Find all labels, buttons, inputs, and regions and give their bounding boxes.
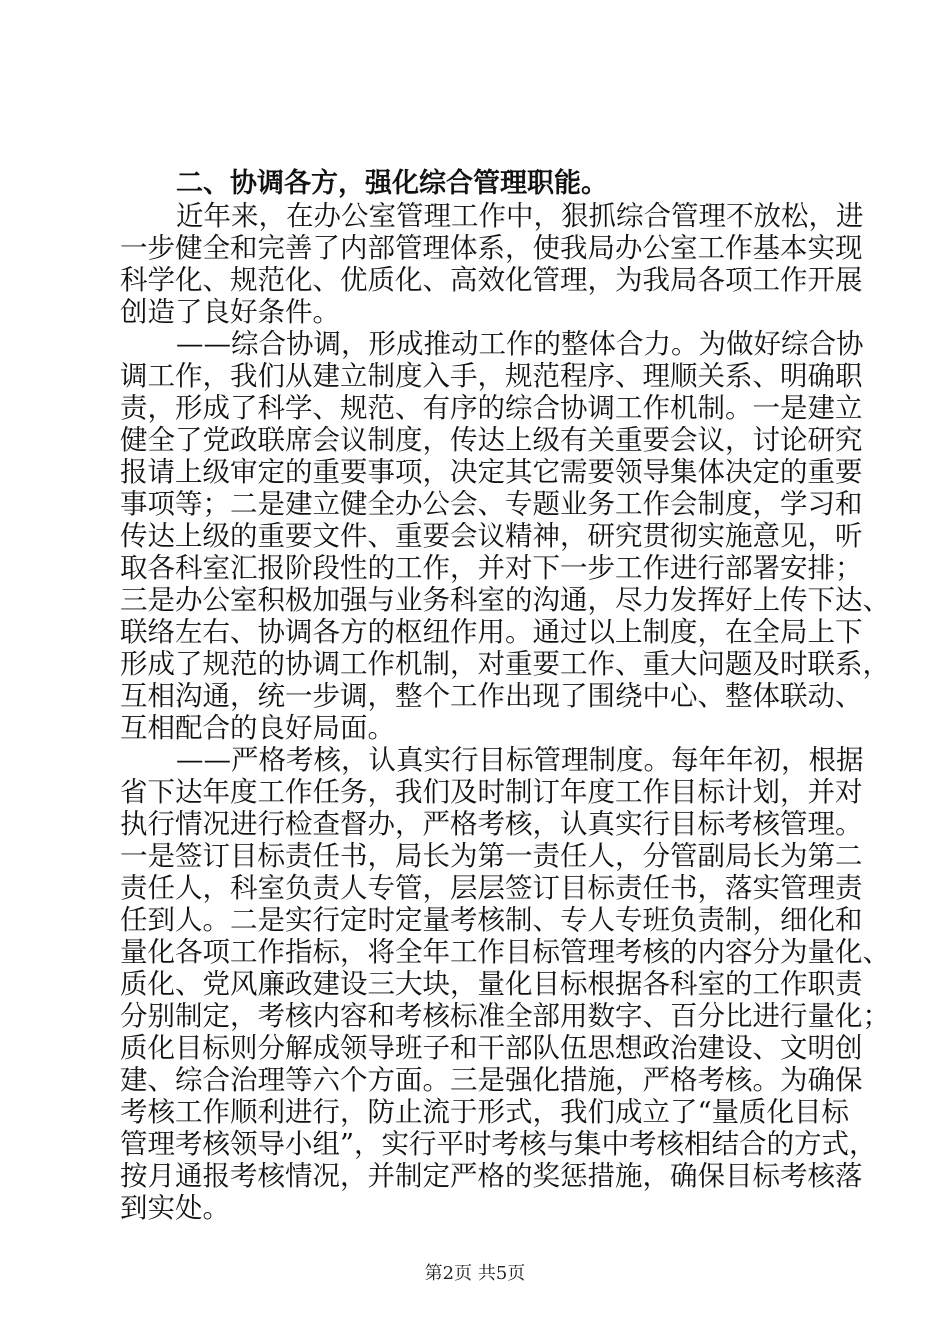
- paragraph-line: 事项等；二是建立健全办公会、专题业务工作会制度，学习和: [120, 488, 863, 520]
- paragraph-line: ——严格考核，认真实行目标管理制度。每年年初，根据: [176, 744, 864, 776]
- paragraph-line: 责任人，科室负责人专管，层层签订目标责任书，落实管理责: [120, 872, 863, 904]
- paragraph-assessment: [120, 744, 890, 1224]
- page-number-footer: 第2页 共5页: [424, 1263, 526, 1284]
- paragraph-line: 互相配合的良好局面。: [120, 712, 395, 744]
- paragraph-line: 一是签订目标责任书，局长为第一责任人，分管副局长为第二: [120, 840, 863, 872]
- paragraph-line: 管理考核领导小组”，实行平时考核与集中考核相结合的方式，: [120, 1128, 877, 1160]
- paragraph-line: 一步健全和完善了内部管理体系，使我局办公室工作基本实现: [120, 232, 863, 264]
- paragraph-line: 创造了良好条件。: [120, 296, 340, 328]
- paragraph-line: 执行情况进行检查督办，严格考核，认真实行目标考核管理。: [120, 808, 863, 840]
- paragraph-line: 取各科室汇报阶段性的工作，并对下一步工作进行部署安排；: [120, 552, 863, 584]
- paragraph-coordination: [120, 328, 890, 744]
- paragraph-line: ——综合协调，形成推动工作的整体合力。为做好综合协: [176, 328, 864, 360]
- paragraph-line: 到实处。: [120, 1192, 230, 1224]
- section-heading: 二、协调各方，强化综合管理职能。: [176, 168, 608, 199]
- paragraph-line: 报请上级审定的重要事项，决定其它需要领导集体决定的重要: [120, 456, 863, 488]
- paragraph-line: 建、综合治理等六个方面。三是强化措施，严格考核。为确保: [120, 1064, 863, 1096]
- document-body: [120, 168, 890, 1224]
- paragraph-line: 按月通报考核情况，并制定严格的奖惩措施，确保目标考核落: [120, 1160, 863, 1192]
- paragraph-line: 近年来，在办公室管理工作中，狠抓综合管理不放松，进: [176, 200, 864, 232]
- paragraph-line: 互相沟通，统一步调，整个工作出现了围绕中心、整体联动、: [120, 680, 863, 712]
- paragraph-intro: [120, 200, 864, 328]
- paragraph-line: 传达上级的重要文件、重要会议精神，研究贯彻实施意见，听: [120, 520, 863, 552]
- paragraph-line: 质化目标则分解成领导班子和干部队伍思想政治建设、文明创: [120, 1032, 863, 1064]
- paragraph-line: 责，形成了科学、规范、有序的综合协调工作机制。一是建立: [120, 392, 863, 424]
- paragraph-line: 省下达年度工作任务，我们及时制订年度工作目标计划，并对: [120, 776, 863, 808]
- paragraph-line: 量化各项工作指标，将全年工作目标管理考核的内容分为量化、: [120, 936, 890, 968]
- paragraph-line: 质化、党风廉政建设三大块，量化目标根据各科室的工作职责: [120, 968, 863, 1000]
- paragraph-line: 分别制定，考核内容和考核标准全部用数字、百分比进行量化；: [120, 1000, 890, 1032]
- paragraph-line: 调工作，我们从建立制度入手，规范程序、理顺关系、明确职: [120, 360, 863, 392]
- paragraph-line: 三是办公室积极加强与业务科室的沟通，尽力发挥好上传下达、: [120, 584, 890, 616]
- paragraph-line: 任到人。二是实行定时定量考核制、专人专班负责制，细化和: [120, 904, 863, 936]
- paragraph-line: 考核工作顺利进行，防止流于形式，我们成立了“量质化目标: [120, 1096, 850, 1128]
- paragraph-line: 联络左右、协调各方的枢纽作用。通过以上制度，在全局上下: [120, 616, 863, 648]
- paragraph-line: 形成了规范的协调工作机制，对重要工作、重大问题及时联系，: [120, 648, 890, 680]
- paragraph-line: 健全了党政联席会议制度，传达上级有关重要会议，讨论研究: [120, 424, 863, 456]
- paragraph-line: 科学化、规范化、优质化、高效化管理，为我局各项工作开展: [120, 264, 863, 296]
